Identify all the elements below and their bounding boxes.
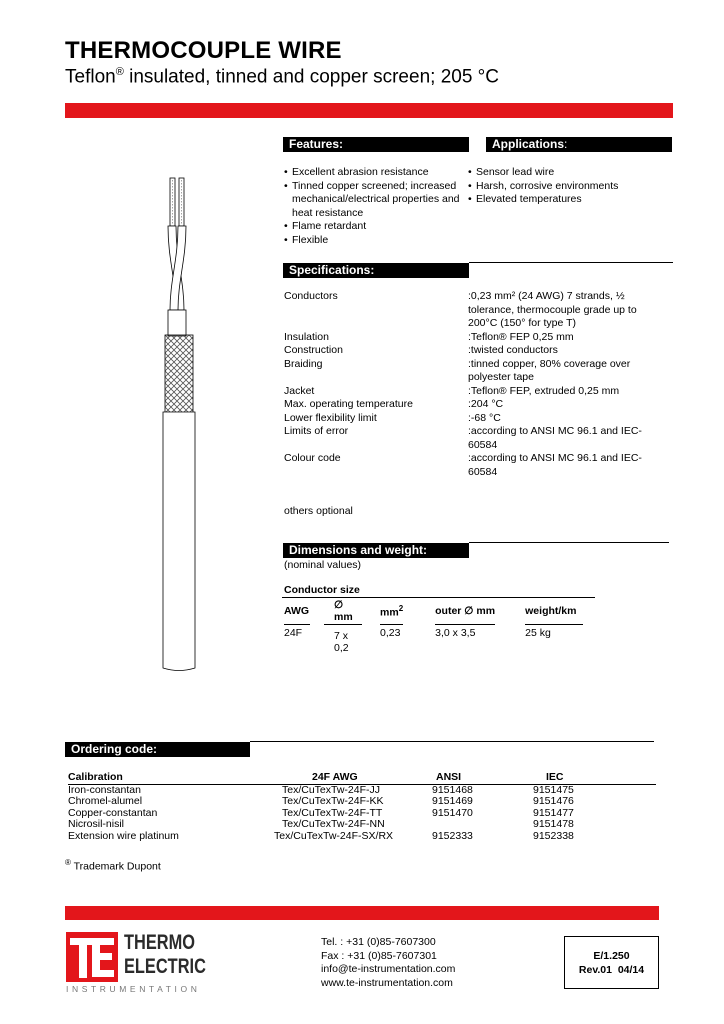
te-logo-icon [66,932,118,982]
top-red-bar [65,103,673,118]
specifications-note: others optional [284,505,353,517]
table-row: Chromel-alumel Tex/CuTexTw-24F-KK 9151469 9151476 [68,795,574,807]
list-item: • Flame retardant [284,220,464,234]
spec-row: Colour code :according to ANSI MC 96.1 and IEC-60584 [284,452,642,478]
dimensions-heading: Dimensions and weight: [283,543,469,558]
applications-list [468,166,668,207]
spec-row: Braiding :tinned copper, 80% coverage over polyester tape [284,357,631,383]
page-title: THERMOCOUPLE WIRE [65,37,342,64]
spec-row: Construction :twisted conductors [284,344,558,356]
cable-illustration [150,170,210,675]
list-item: • Flexible [284,234,464,248]
table-row: Extension wire platinum Tex/CuTexTw-24F-SX/RX 9152333 9152338 [68,829,574,842]
table-row: 24F 7 x 0,2 0,23 3,0 x 3,5 25 kg [284,627,551,654]
list-item: • Tinned copper screened; increased mechanical/electrical properties and heat resistance [284,180,464,221]
email-link[interactable]: info@te-instrumentation.com [321,963,456,975]
list-item: • Elevated temperatures [468,193,668,207]
list-item: • Sensor lead wire [468,166,668,180]
spec-row: Limits of error :according to ANSI MC 96.1 and IEC-60584 [284,425,642,451]
spec-row: Max. operating temperature :204 °C [284,398,504,410]
dimensions-rule [469,542,669,543]
features-list [284,166,464,247]
conductor-size-title: Conductor size [284,584,360,596]
page-subtitle: Teflon® insulated, tinned and copper screen; 205 °C [65,66,499,88]
ordering-heading: Ordering code: [65,742,250,757]
features-heading: Features: [283,137,469,152]
table-row: Copper-constantan Tex/CuTexTw-24F-TT 9151470 9151477 [68,806,574,819]
table-row: Nicrosil-nisil Tex/CuTexTw-24F-NN 9151478 [68,818,574,830]
list-item: • Excellent abrasion resistance [284,166,464,180]
dimensions-table [284,599,583,654]
document-code-box: E/1.250 Rev.01 04/14 [564,936,659,989]
company-logo: THERMO ELECTRIC INSTRUMENTATION [66,931,206,994]
applications-heading: Applications: [486,137,672,152]
table-header-row: AWG ∅ mm $mm^2$ outer ∅ mm weight/km [284,599,583,625]
ordering-rule [250,741,654,742]
specifications-rule [469,262,673,263]
spec-row: Conductors :0,23 mm² (24 AWG) 7 strands, ½ tolerance, thermocouple grade up to 200°C (150° for type T) [284,290,637,329]
specifications-table [284,290,664,479]
specifications-heading: Specifications: [283,263,469,278]
dimensions-subheading: (nominal values) [284,559,362,571]
website-link[interactable]: www.te-instrumentation.com [321,976,453,989]
table-row: Iron-constantan Tex/CuTexTw-24F-JJ 9151468 9151475 [68,783,574,796]
list-item: • Harsh, corrosive environments [468,180,668,194]
contact-info: Tel. : +31 (0)85-7607300 Fax : +31 (0)85-7607301 info@te-instrumentation.com www.te-instrumentation.com [321,936,456,989]
ordering-table [68,771,656,842]
bottom-red-bar [65,906,659,920]
trademark-note: ® Trademark Dupont [65,858,161,873]
table-header-row: Calibration 24F AWG ANSI IEC [68,771,656,784]
conductor-size-rule [282,597,595,598]
spec-row: Jacket :Teflon® FEP, extruded 0,25 mm [284,384,620,397]
spec-row: Insulation :Teflon® FEP 0,25 mm [284,330,574,343]
spec-row: Lower flexibility limit :-68 °C [284,411,501,424]
